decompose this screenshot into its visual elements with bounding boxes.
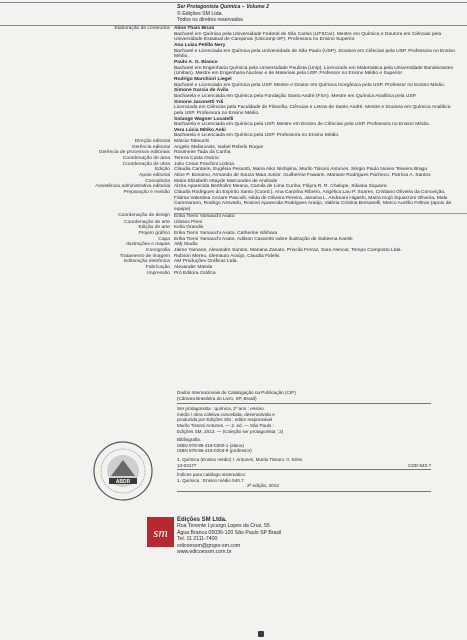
credit-role: Coordenação de obra bbox=[122, 161, 170, 167]
credit-names bbox=[174, 271, 467, 277]
contributor-name: Simone Jaconetti Ydi bbox=[174, 99, 224, 105]
credit-role: Fabricação bbox=[145, 265, 170, 271]
cip-subheading: (Câmara Brasileira do Livro, SP, Brasil) bbox=[177, 395, 257, 401]
cip-record bbox=[177, 403, 431, 492]
cip-line: Ser protagonista : química, 2º ano : ensino bbox=[177, 406, 264, 412]
credit-role: Edição de arte bbox=[138, 225, 170, 231]
cip-index-line bbox=[177, 463, 431, 471]
credit-role: Assistência administrativa editorial bbox=[95, 184, 170, 190]
credit-text: Rosimeire Tada da Cunha bbox=[174, 150, 231, 156]
credit-names bbox=[174, 213, 467, 220]
cip-cdd: CDD-540.7 bbox=[408, 462, 431, 468]
contributor-name: Vera Lúcia Mitiko Aoki bbox=[174, 127, 226, 133]
cip-body bbox=[177, 406, 431, 462]
credit-text: Bacharel e Licenciada em Química pela Universidade de São Paulo (USP). Doutora em Ciências pela USP. Professora no Ensino Médio. bbox=[174, 48, 455, 60]
abdr-seal-icon bbox=[92, 440, 154, 502]
credits-list bbox=[0, 26, 467, 276]
credit-role: Gerência editorial bbox=[131, 144, 170, 150]
credit-row bbox=[0, 271, 467, 277]
credit-row bbox=[0, 190, 467, 213]
credit-text: Maria Elizabeth Attayde Marcondes de Andrade bbox=[174, 178, 278, 184]
page-mark bbox=[258, 631, 264, 637]
cip-line: 1. Química (Ensino médio) I. Antunes, Murilo Tissoni. II. Série. bbox=[177, 456, 304, 462]
credit-text: Alexander Maeda bbox=[174, 265, 213, 271]
contributor-name: Paulo A. G. Bianco bbox=[174, 59, 218, 65]
credit-role: Gerência de processos editoriais bbox=[98, 150, 170, 156]
sm-logo-text: sm bbox=[153, 525, 168, 540]
credit-text: Robson Mereu, Idemauto Araújo, Claudia Fidelis bbox=[174, 253, 280, 259]
credit-role: Elaboração de conteúdos bbox=[114, 26, 170, 31]
credit-text: Cláudia Cantarin, Eugênia Pessotti, Maria Aiko Nishijima, Murilo Tissoni Antunes, Sérgio Paulo Nunes Teixeira Braga bbox=[174, 167, 427, 173]
credit-text: Bacharel em Química pela Universidade Federal de São Carlos (UFSCar). Mestre em Química e Doutora em Ciências pela Universidade Estadual de Campinas (Unicamp-SP). Professora no Ensino Superior. bbox=[174, 31, 442, 43]
credit-role: Consultoria bbox=[145, 178, 170, 184]
cip-line: médio / obra coletiva concebida, desenvolvida e bbox=[177, 411, 275, 417]
contributor-name: Solange Wagner Locatelli bbox=[174, 116, 234, 122]
credit-text: Cláudia Rodrigues do Espírito Santo (Coord.), Ana Carolina Ribeiro, Angélica Lau P. Soares, Cristiano Oliveira da Conceição, Fátima Valentina Cezare Pasculli, Ivilda de Oliveira Pereira, Janaína L. Andreani Higashi, Maíra Inojó Squarzoni Oliveira, Malu Cammarano, Rodrigo Azevedo, Rosinei Aparecida Rodrigues Araújo, Valéria Cristina Borsanelli, Marco Aurélio Feltran (apoio de equipe) bbox=[174, 190, 452, 212]
cip-index-heading: Índices para catálogo sistemático: bbox=[177, 472, 247, 478]
book-title: Ser Protagonista Química – Volume 2 bbox=[177, 4, 270, 10]
credit-role: Tratamento de imagem bbox=[119, 253, 170, 259]
credit-row bbox=[0, 213, 467, 220]
credit-role: Direção editorial bbox=[134, 139, 170, 145]
credit-text: Tereza Costa Osório bbox=[174, 156, 219, 162]
credit-text: Julio Cesar Foschini Lisboa bbox=[174, 161, 234, 167]
contributor-name: Rodrigo Marchiori Liegel bbox=[174, 76, 232, 82]
publisher-email: edicoessm@grupo-sm.com bbox=[177, 542, 241, 549]
credit-role: Editoração eletrônica bbox=[124, 259, 170, 265]
cip-line: Bibliografia. bbox=[177, 437, 202, 443]
book-header bbox=[177, 4, 457, 24]
credit-text: Bacharela e Licenciada em Química pela USP. Professora no Ensino Médio. bbox=[174, 133, 340, 139]
credit-row bbox=[0, 26, 467, 139]
credit-text: Alzira Aparecida Bertholim Meana, Camila de Lima Cunha, Fláyra R. R. Chalupe, Silvana Siqueira bbox=[174, 184, 387, 190]
credit-text: Erika Tiemi Yamauchi Asato, Adilson Casarotti sobre ilustração de Sabeena Karnik bbox=[174, 236, 353, 242]
credit-text: AMj Studio bbox=[174, 242, 198, 248]
credit-role: Ilustrações e mapas bbox=[126, 242, 170, 248]
credit-text: Jaime Yamane, Alexandre Santos, Mariana Zanato, Priscila Ferraz, Sara Alencar, Tempo Composto Ltda. bbox=[174, 248, 402, 254]
credit-text: Erika Tiemi Yamauchi Asato, Catherine Ishihara bbox=[174, 231, 278, 237]
publisher-phone: Tel. 11 2111-7400 bbox=[177, 536, 218, 543]
cip-heading: Dados Internacionais de Catalogação na Publicação (CIP) bbox=[177, 390, 296, 395]
copyright-line: © Edições SM Ltda. bbox=[177, 10, 223, 17]
credit-role: Impressão bbox=[147, 270, 170, 276]
credit-text: Pró Editora Gráfica bbox=[174, 270, 216, 276]
credit-text: Keila Grandis bbox=[174, 225, 204, 231]
credit-text: Bacharel em Engenharia Química pela Universidade Paulista (Unip). Licenciado em Matemática pela Universidade Bandeirantes (Uniban). Mestre em Engenharia Nuclear e de Materiais pela USP. Professor no Ensino Médio e Superior. bbox=[174, 65, 453, 77]
rights-line: Todos os direitos reservados bbox=[177, 17, 244, 24]
publisher-street: Rua Tenente Lycurgo Lopes da Cruz, 55 bbox=[177, 523, 270, 530]
credit-role: Capa bbox=[158, 236, 170, 242]
credit-role: Edição bbox=[155, 167, 170, 173]
credit-names bbox=[174, 26, 467, 139]
publisher-name: Edições SM Ltda. bbox=[177, 517, 227, 523]
cip-line: Murilo Tissoni Antunes. — 2. ed. — São Paulo : bbox=[177, 422, 274, 428]
credit-text: AM Produções Gráficas Ltda. bbox=[174, 259, 238, 265]
credit-text: Bacharela e Licenciada em Química pela Fundação Santo André (FSA). Mestre em Química Analítica pela USP. bbox=[174, 93, 417, 99]
credit-role: Coordenação de arte bbox=[124, 219, 170, 225]
contributor-name: Ana Luiza Petillo Nery bbox=[174, 42, 226, 48]
cip-line: produzida por Edições SM ; editor responsável bbox=[177, 417, 273, 423]
cip-line: Edições SM, 2013. — (Coleção ser protagonista ; 2) bbox=[177, 428, 284, 434]
contributor-name: Aline Thaís Bruni bbox=[174, 26, 215, 31]
credit-text: Licenciada em Ciências pela Faculdade de Filosofia, Ciências e Letras de Santo André. Mestre e Doutora em Química Analítica pela USP. Professora no Ensino Médio. bbox=[174, 105, 451, 116]
credit-role: Projeto gráfico bbox=[138, 231, 170, 237]
publisher-website: www.edicoessm.com.br bbox=[177, 549, 232, 556]
edition-line: 2ª edição, 2013 bbox=[247, 483, 279, 489]
credit-role: Coordenação de área bbox=[122, 156, 170, 162]
credit-role: Iconografia bbox=[145, 248, 170, 254]
seal-word: ABDR bbox=[115, 479, 131, 485]
credit-text: Bacharela e Licenciada em Química pela USP. Mestre em Ensino de Ciências pela USP. Professora no Ensino Médio. bbox=[174, 122, 430, 128]
cip-control-number: 13-02177 bbox=[177, 462, 197, 468]
credit-role: Apoio editorial bbox=[139, 173, 170, 179]
credit-text: Bacharel e Licenciado em Química pela USP. Mestre e Doutor em Química Inorgânica pela USP. Professor no Ensino Médio. bbox=[174, 82, 446, 88]
cip-index-entry: 1. Química : Ensino médio 540.7 bbox=[177, 477, 244, 483]
cip-line: ISBN 978-85-418-0200-1 (aluno) bbox=[177, 442, 244, 448]
publisher-city: Água Branca 05036-120 São Paulo SP Brasil bbox=[177, 529, 282, 536]
credit-text: Ulisses Pires bbox=[174, 219, 203, 225]
publisher-info bbox=[177, 517, 377, 555]
credit-role: Coordenação de design bbox=[118, 212, 170, 218]
contributor-name: Simone Garcia de Ávila bbox=[174, 88, 229, 94]
credit-names bbox=[174, 190, 467, 213]
credit-role: Preparação e revisão bbox=[123, 190, 170, 196]
credit-text: Márcia Takeuchi bbox=[174, 139, 210, 145]
cip-catalog bbox=[177, 390, 431, 492]
sm-logo bbox=[147, 517, 174, 547]
credit-text: Angelo Stefanovits, Isabel Rebelo Roque bbox=[174, 144, 264, 150]
credit-text: Aline P. Bonamo, Armando de Souza Maia Junior, Guilherme Fawarin, Mariane Rodrigues Pacheco, Patrícia A. Santos bbox=[174, 173, 431, 179]
cip-line: ISBN 978-85-418-0204-9 (professor) bbox=[177, 448, 252, 454]
credit-text: Erika Tiemi Yamauchi Asato bbox=[174, 214, 235, 220]
top-rule bbox=[0, 2, 467, 3]
